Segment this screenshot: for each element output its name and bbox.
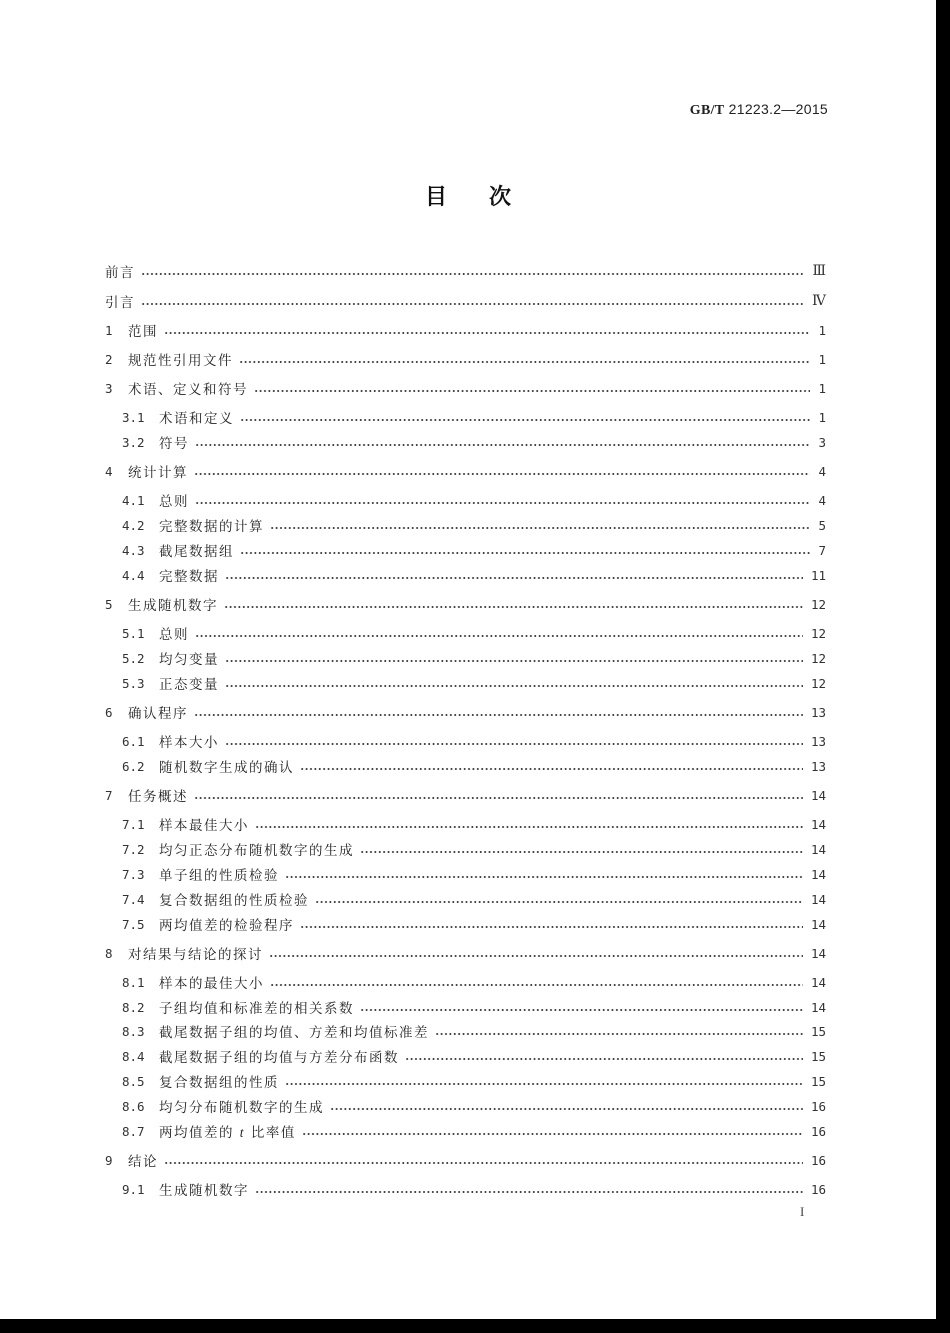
toc-entry-page: 12 <box>810 596 826 612</box>
toc-leader-dots <box>300 926 803 928</box>
toc-entry-number: 3 <box>105 380 113 396</box>
page-title: 目次 <box>424 185 553 210</box>
toc-leader-dots <box>224 606 803 608</box>
toc-entry[interactable] <box>105 291 826 311</box>
toc-entry-page: 14 <box>810 974 826 990</box>
toc-entry-title: 样本大小 <box>159 735 219 751</box>
toc-leader-dots <box>285 876 803 878</box>
toc-entry[interactable] <box>122 1021 826 1041</box>
toc-entry-title: 截尾数据组 <box>159 544 234 560</box>
toc-entry-page: 14 <box>810 841 826 857</box>
toc-entry-page: 12 <box>810 625 826 641</box>
toc-entry-title: 样本的最佳大小 <box>159 976 264 992</box>
toc-entry[interactable] <box>122 889 826 909</box>
toc-entry-number: 2 <box>105 351 113 367</box>
toc-entry-number: 5.3 <box>122 675 145 691</box>
toc-entry-title: 生成随机数字 <box>159 1183 249 1199</box>
toc-entry[interactable] <box>122 407 826 427</box>
toc-entry-title: 复合数据组的性质 <box>159 1075 279 1091</box>
toc-entry-title: 总则 <box>159 627 189 643</box>
toc-entry-number: 6.2 <box>122 758 145 774</box>
toc-leader-dots <box>195 444 810 446</box>
toc-entry[interactable] <box>122 1179 826 1199</box>
toc-entry[interactable] <box>122 565 826 585</box>
toc-entry[interactable] <box>105 349 826 369</box>
toc-leader-dots <box>285 1083 803 1085</box>
toc-entry-page: 4 <box>818 492 826 508</box>
toc-entry-title: 完整数据 <box>159 569 219 585</box>
toc-entry-page: 1 <box>818 380 826 396</box>
toc-entry[interactable] <box>122 997 826 1017</box>
toc-entry[interactable] <box>122 864 826 884</box>
standard-number: 21223.2—2015 <box>728 101 828 117</box>
toc-leader-dots <box>270 527 810 529</box>
toc-entry-number: 4.1 <box>122 492 145 508</box>
toc-leader-dots <box>194 714 803 716</box>
toc-leader-dots <box>195 635 803 637</box>
toc-entry-number: 7.3 <box>122 866 145 882</box>
toc-entry-page: 15 <box>810 1023 826 1039</box>
toc-entry-number: 4 <box>105 463 113 479</box>
toc-leader-dots <box>360 851 803 853</box>
toc-entry[interactable] <box>122 673 826 693</box>
toc-entry-title: 统计计算 <box>128 465 188 481</box>
standard-code <box>690 101 828 119</box>
toc-entry-number: 4.4 <box>122 567 145 583</box>
toc-entry-number: 8.5 <box>122 1073 145 1089</box>
toc-entry-page: 14 <box>810 891 826 907</box>
toc-entry-number: 3.2 <box>122 434 145 450</box>
toc-entry-title: 规范性引用文件 <box>128 353 233 369</box>
toc-entry-page: 15 <box>810 1073 826 1089</box>
toc-entry-page: Ⅳ <box>812 293 826 309</box>
toc-entry-title: 结论 <box>128 1154 158 1170</box>
toc-leader-dots <box>435 1033 803 1035</box>
toc-leader-dots <box>225 685 803 687</box>
toc-entry-title: 术语和定义 <box>159 411 234 427</box>
toc-entry-page: 16 <box>810 1181 826 1197</box>
toc-entry-number: 8.6 <box>122 1098 145 1114</box>
toc-entry-page: 14 <box>810 999 826 1015</box>
toc-leader-dots <box>240 419 810 421</box>
toc-entry-number: 5 <box>105 596 113 612</box>
toc-entry[interactable] <box>122 731 826 751</box>
toc-entry-title: 总则 <box>159 494 189 510</box>
toc-leader-dots <box>302 1133 803 1135</box>
toc-entry[interactable] <box>122 839 826 859</box>
toc-leader-dots <box>194 797 803 799</box>
toc-entry-number: 8.2 <box>122 999 145 1015</box>
toc-entry-page: 11 <box>810 567 826 583</box>
toc-entry[interactable] <box>105 378 826 398</box>
toc-leader-dots <box>225 660 803 662</box>
toc-entry-number: 5.1 <box>122 625 145 641</box>
toc-leader-dots <box>225 743 803 745</box>
toc-entry-page: 16 <box>810 1123 826 1139</box>
toc-leader-dots <box>141 273 804 275</box>
toc-entry-page: 15 <box>810 1048 826 1064</box>
toc-leader-dots <box>194 473 810 475</box>
toc-entry-page: 1 <box>818 409 826 425</box>
toc-entry-title: 样本最佳大小 <box>159 818 249 834</box>
toc-entry[interactable] <box>105 785 826 805</box>
toc-entry-number: 8 <box>105 945 113 961</box>
toc-entry-title: 生成随机数字 <box>128 598 218 614</box>
toc-entry-page: 14 <box>810 816 826 832</box>
toc-entry-title: 符号 <box>159 436 189 452</box>
toc-entry[interactable] <box>105 261 826 281</box>
toc-leader-dots <box>315 901 803 903</box>
toc-entry-title: 任务概述 <box>128 789 188 805</box>
toc-entry-page: 16 <box>810 1098 826 1114</box>
toc-leader-dots <box>255 826 803 828</box>
toc-entry-title: 范围 <box>128 324 158 340</box>
toc-entry-title: 两均值差的检验程序 <box>159 918 294 934</box>
toc-entry-title: 截尾数据子组的均值与方差分布函数 <box>159 1050 399 1066</box>
toc-entry-page: 1 <box>818 322 826 338</box>
toc-leader-dots <box>360 1009 803 1011</box>
toc-entry-title: 对结果与结论的探讨 <box>128 947 263 963</box>
toc-leader-dots <box>254 390 810 392</box>
toc-entry-number: 8.1 <box>122 974 145 990</box>
toc-entry[interactable] <box>105 461 826 481</box>
toc-entry[interactable] <box>122 914 826 934</box>
toc-entry-number: 1 <box>105 322 113 338</box>
toc-entry-page: 12 <box>810 675 826 691</box>
toc-entry-number: 7.2 <box>122 841 145 857</box>
toc-entry[interactable] <box>122 623 826 643</box>
toc-entry-number: 5.2 <box>122 650 145 666</box>
toc-entry-page: 13 <box>810 733 826 749</box>
toc-entry-page: 13 <box>810 704 826 720</box>
toc-leader-dots <box>255 1191 803 1193</box>
toc-entry-page: 13 <box>810 758 826 774</box>
toc-entry-number: 6.1 <box>122 733 145 749</box>
toc-entry-title: 子组均值和标准差的相关系数 <box>159 1001 354 1017</box>
toc-entry[interactable] <box>105 320 826 340</box>
toc-entry-page: 5 <box>818 517 826 533</box>
toc-leader-dots <box>405 1058 803 1060</box>
toc-entry-number: 7.5 <box>122 916 145 932</box>
toc-entry[interactable] <box>122 1071 826 1091</box>
toc-entry-title: 正态变量 <box>159 677 219 693</box>
toc-entry-page: 4 <box>818 463 826 479</box>
toc-entry-number: 7.1 <box>122 816 145 832</box>
toc-entry-number: 3.1 <box>122 409 145 425</box>
toc-entry-page: 7 <box>818 542 826 558</box>
toc-entry[interactable] <box>122 490 826 510</box>
toc-entry[interactable] <box>105 702 826 722</box>
toc-entry[interactable] <box>105 943 826 963</box>
toc-leader-dots <box>225 577 803 579</box>
toc-entry-title: 引言 <box>105 295 135 311</box>
toc-leader-dots <box>240 552 810 554</box>
toc-entry-title: 均匀变量 <box>159 652 219 668</box>
toc-entry-title: 随机数字生成的确认 <box>159 760 294 776</box>
toc-leader-dots <box>330 1108 803 1110</box>
toc-leader-dots <box>164 1162 803 1164</box>
toc-entry-number: 6 <box>105 704 113 720</box>
toc-entry[interactable] <box>122 756 826 776</box>
page-number: I <box>800 1204 805 1219</box>
standard-prefix: GB/T <box>689 103 725 118</box>
toc-entry-title: 均匀分布随机数字的生成 <box>159 1100 324 1116</box>
toc-entry-number: 9.1 <box>122 1181 145 1197</box>
toc-entry-page: 14 <box>810 787 826 803</box>
toc-entry[interactable] <box>122 972 826 992</box>
toc-entry-page: 1 <box>818 351 826 367</box>
toc-entry[interactable] <box>122 1096 826 1116</box>
toc-entry-number: 7 <box>105 787 113 803</box>
toc-leader-dots <box>164 332 810 334</box>
toc-entry-number: 9 <box>105 1152 113 1168</box>
toc-entry-page: 14 <box>810 945 826 961</box>
toc-entry-number: 4.2 <box>122 517 145 533</box>
toc-entry-number: 7.4 <box>122 891 145 907</box>
toc-leader-dots <box>141 303 804 305</box>
toc-entry-title: 均匀正态分布随机数字的生成 <box>159 843 354 859</box>
toc-entry-title: 截尾数据子组的均值、方差和均值标准差 <box>159 1025 429 1041</box>
toc-entry-page: 3 <box>818 434 826 450</box>
toc-entry[interactable] <box>122 814 826 834</box>
toc-entry-title: 单子组的性质检验 <box>159 868 279 884</box>
toc-leader-dots <box>195 502 810 504</box>
toc-entry[interactable] <box>122 1121 826 1141</box>
toc-entry-title: 完整数据的计算 <box>159 519 264 535</box>
toc-entry-title: 术语、定义和符号 <box>128 382 248 398</box>
toc-entry-title: 确认程序 <box>128 706 188 722</box>
toc-entry-number: 4.3 <box>122 542 145 558</box>
toc-entry[interactable] <box>105 1150 826 1170</box>
toc-entry[interactable] <box>122 515 826 535</box>
toc-entry-number: 8.3 <box>122 1023 145 1039</box>
toc-entry-number: 8.7 <box>122 1123 145 1139</box>
toc-entry-title: 前言 <box>105 265 135 281</box>
toc-entry[interactable] <box>122 540 826 560</box>
toc-entry-title: 复合数据组的性质检验 <box>159 893 309 909</box>
toc-leader-dots <box>269 955 803 957</box>
toc-entry-title: 两均值差的 t 比率值 <box>159 1125 296 1141</box>
toc-entry[interactable] <box>122 648 826 668</box>
toc-entry-number: 8.4 <box>122 1048 145 1064</box>
toc-entry-page: 12 <box>810 650 826 666</box>
toc-entry[interactable] <box>105 594 826 614</box>
toc-leader-dots <box>239 361 810 363</box>
toc-entry-page: 14 <box>810 866 826 882</box>
toc-entry-page: 14 <box>810 916 826 932</box>
toc-leader-dots <box>300 768 803 770</box>
toc-entry-page: Ⅲ <box>812 263 826 279</box>
toc-entry[interactable] <box>122 1046 826 1066</box>
toc-entry[interactable] <box>122 432 826 452</box>
toc-entry-page: 16 <box>810 1152 826 1168</box>
toc-leader-dots <box>270 984 803 986</box>
